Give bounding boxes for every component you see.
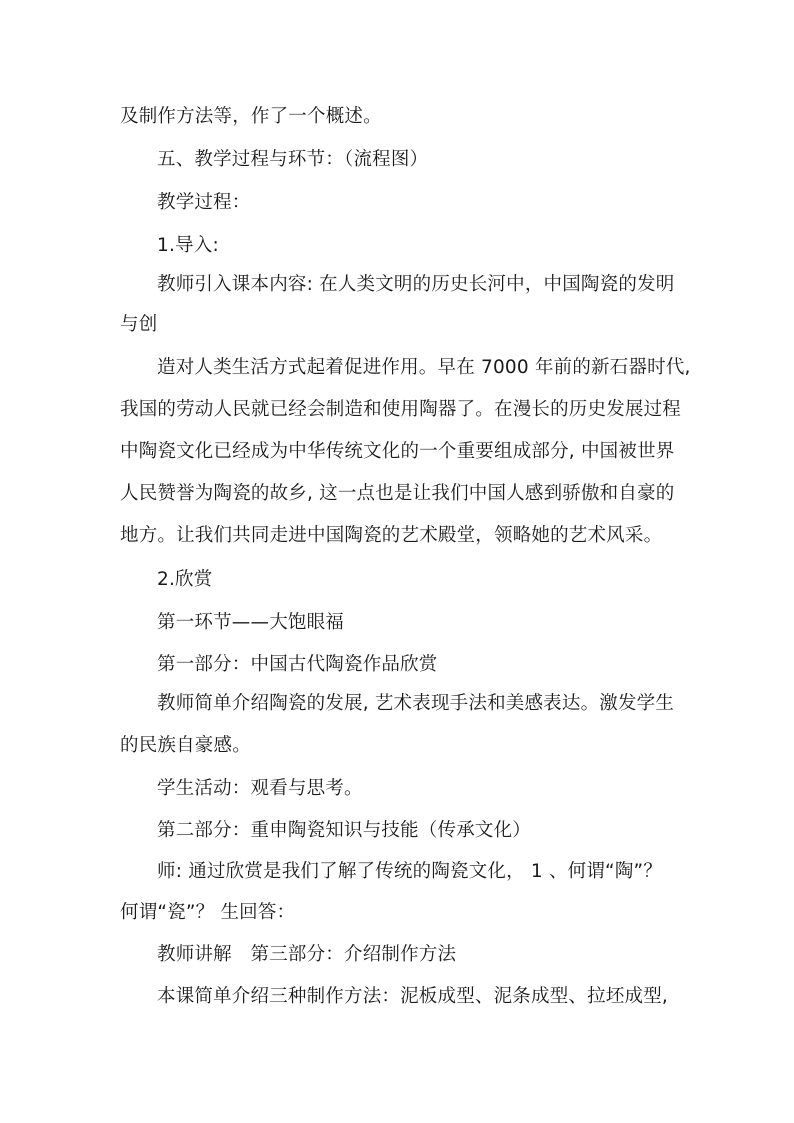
subheading: 2.欣赏 xyxy=(157,569,213,590)
text-line: 学生活动：观看与思考。 xyxy=(157,778,363,799)
text-line: 的民族自豪感。 xyxy=(120,735,251,756)
text-line: 教师引入课本内容: 在人类文明的历史长河中，中国陶瓷的发明 xyxy=(157,274,675,295)
text-line: 地方。让我们共同走进中国陶瓷的艺术殿堂，领略她的艺术风采。 xyxy=(120,525,663,546)
text-line: 我国的劳动人民就已经会制造和使用陶器了。在漫长的历史发展过程 xyxy=(120,399,682,420)
text-line: 教师讲解 第三部分：介绍制作方法 xyxy=(157,944,457,965)
text-line: 第一环节——大饱眼福 xyxy=(157,612,345,633)
text-line: 第一部分：中国古代陶瓷作品欣赏 xyxy=(157,654,438,675)
text-line: 与创 xyxy=(120,314,158,335)
text-line: 师: 通过欣赏是我们了解了传统的陶瓷文化， 1 、何谓“陶”？ xyxy=(157,861,663,882)
text-line: 第二部分：重申陶瓷知识与技能（传承文化） xyxy=(157,820,532,841)
text-line: 及制作方法等，作了一个概述。 xyxy=(120,106,382,127)
text-line: 人民赞誉为陶瓷的故乡, 这一点也是让我们中国人感到骄傲和自豪的 xyxy=(120,483,675,504)
text-line: 本课简单介绍三种制作方法：泥板成型、泥条成型、拉坯成型, xyxy=(157,986,668,1007)
text-line: 何谓“瓷”？ 生回答： xyxy=(120,902,296,923)
subheading: 教学过程： xyxy=(157,192,251,213)
subheading: 1.导入: xyxy=(157,235,219,256)
text-line: 造对人类生活方式起着促进作用。早在 7000 年前的新石器时代, xyxy=(157,357,691,378)
text-line: 教师简单介绍陶瓷的发展, 艺术表现手法和美感表达。激发学生 xyxy=(157,693,675,714)
section-heading: 五、教学过程与环节：（流程图） xyxy=(157,149,429,170)
text-line: 中陶瓷文化已经成为中华传统文化的一个重要组成部分, 中国被世界 xyxy=(120,441,675,462)
